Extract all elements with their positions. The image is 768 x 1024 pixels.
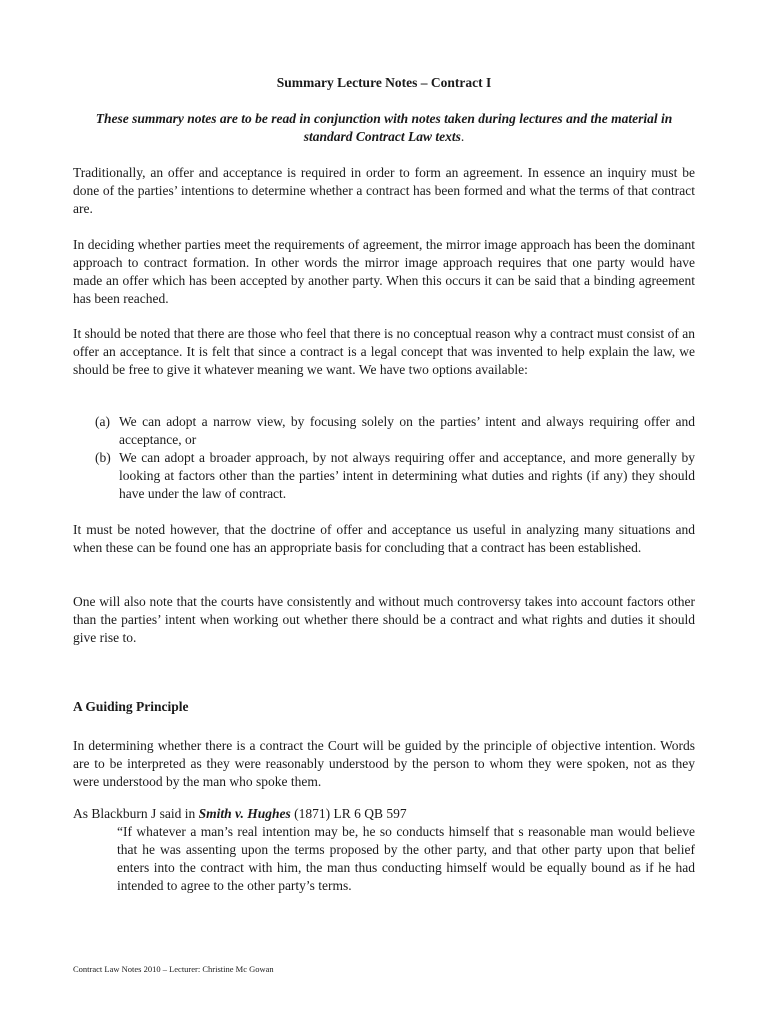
option-marker: (b) xyxy=(95,450,111,465)
paragraph-mirror-image: In deciding whether parties meet the requirements of agreement, the mirror image approach has been the dominant approach to contract formation. In other words the mirror image approach requires that one party would have made an offer which has been accepted by another party. When this occurs it can be said that a binding agreement has been reached. xyxy=(73,237,695,306)
citation-prefix: As Blackburn J said in xyxy=(73,806,199,821)
option-text: We can adopt a narrow view, by focusing solely on the parties’ intent and always requiring offer and acceptance, or xyxy=(119,414,695,447)
paragraph-conceptual-reason: It should be noted that there are those who feel that there is no conceptual reason why a contract must consist of an offer an acceptance. It is felt that since a contract is a legal concept that was invented to help explain the law, we should be free to give it whatever meaning we want. We have two options available: xyxy=(73,326,695,377)
case-name: Smith v. Hughes xyxy=(198,806,291,821)
paragraph-offer-acceptance: Traditionally, an offer and acceptance is required in order to form an agreement. In essence an inquiry must be done of the parties’ intentions to determine whether a contract has been formed and what the terms of that contract are. xyxy=(73,165,695,216)
paragraph-doctrine-useful: It must be noted however, that the doctrine of offer and acceptance us useful in analyzing many situations and when these can be found one has an appropriate basis for concluding that a contract has been established. xyxy=(73,522,695,555)
citation-suffix: (1871) LR 6 QB 597 xyxy=(290,806,407,821)
document-title: Summary Lecture Notes – Contract I xyxy=(276,75,492,90)
option-item xyxy=(95,413,695,449)
section-heading: A Guiding Principle xyxy=(73,699,189,714)
option-text: We can adopt a broader approach, by not always requiring offer and acceptance, and more generally by looking at factors other than the parties’ intent in determining what duties and rights (if any) they should have under the law of contract. xyxy=(119,450,695,501)
intro-note xyxy=(73,110,695,146)
intro-note-period: . xyxy=(460,129,465,144)
options-list xyxy=(95,413,695,503)
option-item xyxy=(95,449,695,503)
intro-note-text: These summary notes are to be read in conjunction with notes taken during lectures and the material in standard Contract Law texts xyxy=(95,111,673,144)
case-quote: “If whatever a man’s real intention may be, he so conducts himself that s reasonable man would believe that he was assenting upon the terms proposed by the other party, and that other party upon that belief enters into the contract with him, the man thus conducting himself would be equally bound as if he had intended to agree to the other party’s terms. xyxy=(117,824,695,893)
case-citation xyxy=(73,805,407,823)
page-footer: Contract Law Notes 2010 – Lecturer: Christine Mc Gowan xyxy=(73,964,274,974)
paragraph-objective-intention: In determining whether there is a contract the Court will be guided by the principle of objective intention. Words are to be interpreted as they were reasonably understood by the person to whom they were spoken, not as they were understood by the man who spoke them. xyxy=(73,738,695,789)
paragraph-courts-factors: One will also note that the courts have consistently and without much controversy takes into account factors other than the parties’ intent when working out whether there should be a contract and what rights and duties it should give rise to. xyxy=(73,594,695,645)
option-marker: (a) xyxy=(95,414,110,429)
